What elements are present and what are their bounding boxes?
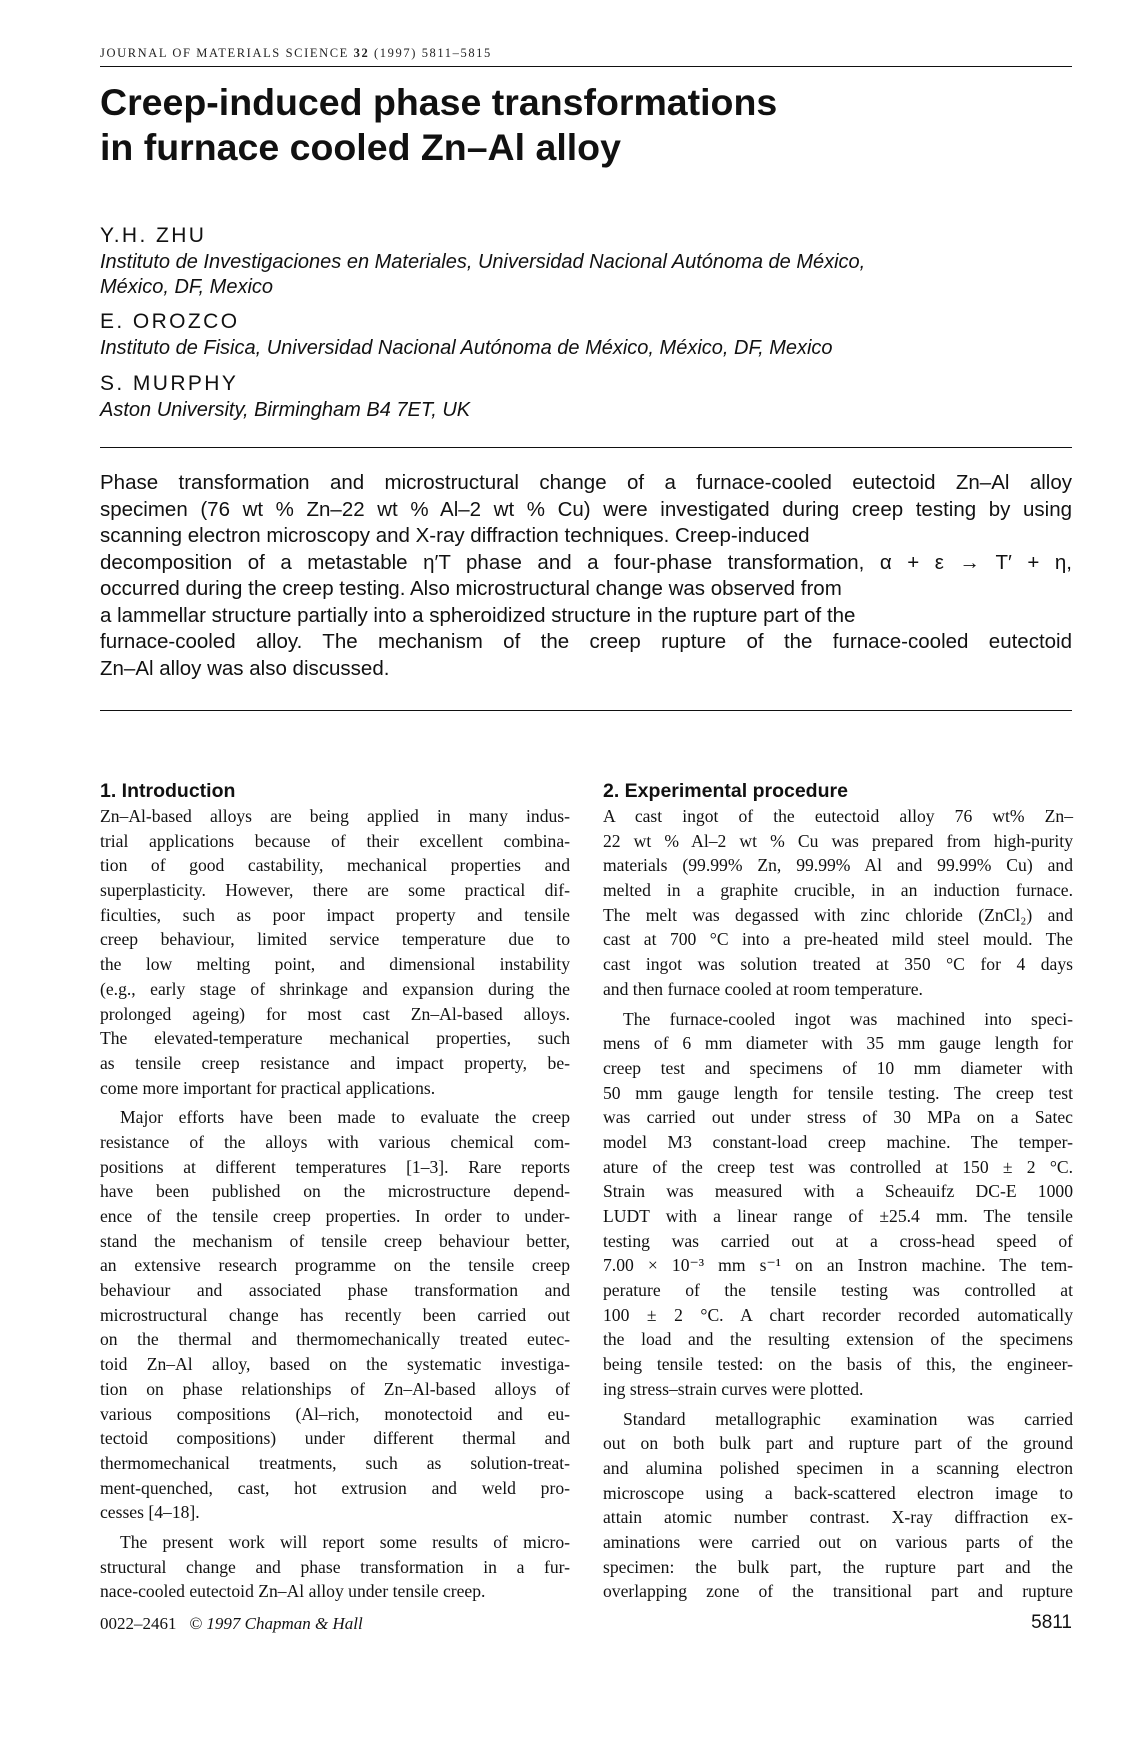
affiliation-line: Instituto de Investigaciones en Materiales, Universidad Nacional Autónoma de México, [100,251,866,273]
journal-volume: 32 [353,46,370,60]
text-line: The elevated-temperature mechanical properties, such [100,1028,570,1049]
text-line: microstructural change has recently been carried out [100,1304,570,1325]
text-line: specimen: the bulk part, the rupture part and the [603,1556,1073,1577]
text-line: aminations were carried out on various parts of the [603,1531,1073,1552]
text-line: perature of the tensile testing was controlled at [603,1280,1073,1301]
text-line: ficulties, such as poor impact property and tensile [100,904,570,925]
text-line: ature of the creep test was controlled at 150 ± 2 °C. [603,1156,1073,1177]
column-left [100,778,570,1604]
text-line: Major efforts have been made to evaluate the creep [120,1107,570,1128]
header-rule [100,66,1072,67]
text-line: out on both bulk part and rupture part of the ground [603,1433,1073,1454]
text-line: The melt was degassed with zinc chloride (ZnCl₂) and [603,904,1073,925]
abstract-line: occurred during the creep testing. Also microstructural change was observed from [100,577,842,600]
abstract-line: scanning electron microscopy and X-ray diffraction techniques. Creep-induced [100,524,810,547]
text-line: creep behaviour, limited service temperature due to [100,929,570,950]
column-right [603,778,1073,1604]
text-line: The present work will report some results of micro- [120,1531,570,1552]
text-line: nace-cooled eutectoid Zn–Al alloy under tensile creep. [100,1581,486,1602]
page-number: 5811 [1031,1612,1072,1633]
text-line: as tensile creep resistance and impact property, be- [100,1052,570,1073]
text-line: resistance of the alloys with various chemical com- [100,1131,570,1152]
text-line: creep test and specimens of 10 mm diameter with [603,1057,1073,1078]
author-affiliation [100,398,1080,423]
affiliation-line: Aston University, Birmingham B4 7ET, UK [100,399,471,421]
abstract-line: specimen (76 wt % Zn–22 wt % Al–2 wt % Cu) were investigated during creep testing by using [100,497,1072,521]
text-line: stand the mechanism of tensile creep behaviour better, [100,1230,570,1251]
section-heading-introduction: 1. Introduction [100,780,236,802]
abstract-bottom-rule [100,710,1072,711]
author-name: S. MURPHY [100,372,239,395]
abstract [100,470,1072,682]
text-line: (e.g., early stage of shrinkage and expansion during the [100,978,570,999]
text-line: ence of the tensile creep properties. In order to under- [100,1206,570,1226]
text-line: tion of good castability, mechanical properties and [100,855,570,876]
text-line: the load and the resulting extension of the specimens [603,1329,1073,1350]
section-body-introduction [100,804,570,1604]
text-line: cesses [4–18]. [100,1502,200,1523]
text-line: Standard metallographic examination was carried [623,1408,1073,1429]
text-line: A cast ingot of the eutectoid alloy 76 wt% Zn– [603,806,1073,826]
affiliation-line: Instituto de Fisica, Universidad Nacional Autónoma de México, México, DF, Mexico [100,337,833,359]
text-line: toid Zn–Al alloy, based on the systematic investiga- [100,1354,570,1375]
text-line: attain atomic number contrast. X-ray diffraction ex- [603,1507,1073,1528]
affiliation-line: México, DF, Mexico [100,276,274,298]
text-line: trial applications because of their excellent combina- [100,830,570,851]
text-line: on the thermal and thermomechanically treated eutec- [100,1329,570,1350]
text-line: 7.00 × 10⁻³ mm s⁻¹ on an Instron machine. The tem- [603,1255,1073,1276]
text-line: microscope using a back-scattered electron image to [603,1482,1073,1503]
text-line: materials (99.99% Zn, 99.99% Al and 99.99% Cu) and [603,855,1073,876]
text-line: model M3 constant-load creep machine. The temper- [603,1131,1073,1152]
text-line: ing stress–strain curves were plotted. [603,1378,864,1399]
abstract-line: decomposition of a metastable η′T phase and a four-phase transformation, α + ε → T′ + η, [100,550,1072,574]
text-line: cast ingot was solution treated at 350 °C for 4 days [603,954,1073,975]
author-affiliation [100,336,1080,361]
text-line: LUDT with a linear range of ±25.4 mm. The tensile [603,1206,1073,1226]
journal-year-pages: (1997) 5811–5815 [374,46,492,60]
text-line: prolonged ageing) for most cast Zn–Al-based alloys. [100,1003,570,1024]
text-line: thermomechanical treatments, such as solution-treat- [100,1452,570,1473]
text-line: cast at 700 °C into a pre-heated mild steel mould. The [603,929,1073,950]
text-line: was carried out under stress of 30 MPa on a Satec [603,1107,1073,1128]
text-line: being tensile tested: on the basis of this, the engineer- [603,1354,1073,1375]
text-line: mens of 6 mm diameter with 35 mm gauge length for [603,1033,1073,1054]
text-line: superplasticity. However, there are some practical dif- [100,880,570,901]
text-line: and then furnace cooled at room temperature. [603,978,923,999]
text-line: Strain was measured with a Scheauifz DC-E 1000 [603,1181,1073,1202]
text-line: 100 ± 2 °C. A chart recorder recorded automatically [603,1304,1073,1325]
text-line: tectoid compositions) under different thermal and [100,1428,570,1449]
abstract-line: Zn–Al alloy was also discussed. [100,656,390,680]
text-line: come more important for practical applications. [100,1077,436,1098]
text-line: The furnace-cooled ingot was machined into speci- [623,1008,1073,1029]
abstract-top-rule [100,447,1072,448]
text-line: ment-quenched, cast, hot extrusion and weld pro- [100,1477,570,1498]
author-affiliation [100,250,1080,300]
text-line: melted in a graphite crucible, in an induction furnace. [603,880,1073,901]
author-name: E. OROZCO [100,310,240,333]
abstract-line: a lammellar structure partially into a spheroidized structure in the rupture part of the [100,603,856,627]
title-line: in furnace cooled Zn–Al alloy [100,126,621,168]
article-title [100,80,1060,170]
footer-copyright [100,1614,363,1634]
text-line: overlapping zone of the transitional part and rupture [603,1581,1073,1602]
footer-publisher: © 1997 Chapman & Hall [189,1614,363,1633]
title-line: Creep-induced phase transformations [100,81,778,123]
text-line: 22 wt % Al–2 wt % Cu was prepared from high-purity [603,830,1073,851]
text-line: Zn–Al-based alloys are being applied in many indus- [100,806,570,826]
text-line: 50 mm gauge length for tensile testing. The creep test [603,1082,1073,1103]
footer-issn: 0022–2461 [100,1614,177,1633]
section-heading-experimental: 2. Experimental procedure [603,780,848,802]
author-name: Y.H. ZHU [100,224,207,247]
text-line: tion on phase relationships of Zn–Al-based alloys of [100,1378,570,1399]
text-line: have been published on the microstructure depend- [100,1181,570,1202]
text-line: the low melting point, and dimensional instability [100,954,570,975]
text-line: testing was carried out at a cross-head speed of [603,1230,1073,1251]
text-line: behaviour and associated phase transformation and [100,1280,570,1301]
journal-header [100,46,492,61]
abstract-line: Phase transformation and microstructural change of a furnace-cooled eutectoid Zn–Al alloy [100,471,1072,494]
journal-name: JOURNAL OF MATERIALS SCIENCE [100,46,349,60]
abstract-line: furnace-cooled alloy. The mechanism of the creep rupture of the furnace-cooled eutectoid [100,630,1072,653]
section-body-experimental [603,804,1073,1604]
text-line: an extensive research programme on the tensile creep [100,1255,570,1276]
text-line: positions at different temperatures [1–3]. Rare reports [100,1156,570,1177]
text-line: various compositions (Al–rich, monotectoid and eu- [100,1403,570,1424]
text-line: structural change and phase transformation in a fur- [100,1556,570,1577]
text-line: and alumina polished specimen in a scanning electron [603,1457,1073,1478]
